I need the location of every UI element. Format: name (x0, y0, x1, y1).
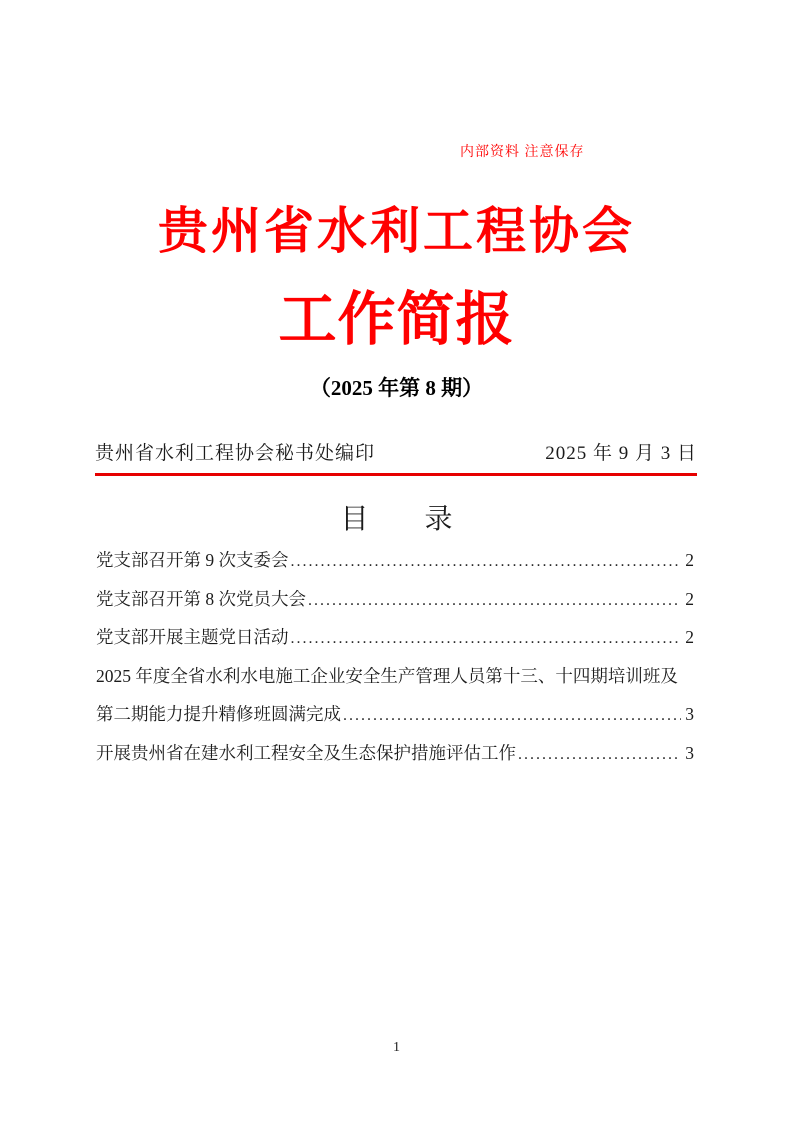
page-number: 1 (393, 1040, 400, 1055)
toc-dot-leader (291, 541, 682, 580)
toc-entry-page: 2 (685, 550, 694, 570)
toc-entry (96, 734, 694, 773)
toc-entry-page: 2 (685, 588, 694, 609)
toc-dot-leader (343, 695, 681, 734)
toc-entry (96, 541, 694, 580)
toc-entry-page: 3 (685, 704, 694, 724)
toc-entry (96, 695, 694, 734)
toc-dot-leader (308, 580, 681, 619)
publication-info-row (95, 438, 697, 476)
toc-list (96, 541, 694, 772)
publisher-label: 贵州省水利工程协会秘书处编印 (95, 443, 376, 464)
toc-entry-page: 2 (685, 627, 694, 647)
toc-dot-leader (518, 734, 681, 773)
toc-dot-leader (291, 618, 682, 657)
publish-date: 2025 年 9 月 3 日 (545, 443, 697, 464)
organization-title: 贵州省水利工程协会 (158, 203, 635, 259)
toc-entry (96, 657, 694, 696)
toc-entry-title: 党支部召开第 9 次支委会 (96, 550, 289, 570)
toc-entry-title: 党支部开展主题党日活动 (96, 627, 289, 647)
toc-heading: 目 录 (340, 504, 453, 535)
toc-entry-page: 3 (685, 742, 694, 763)
document-title: 工作简报 (278, 287, 515, 352)
issue-number: （2025 年第 8 期） (309, 376, 484, 400)
toc-entry (96, 580, 694, 619)
confidential-notice: 内部资料 注意保存 (460, 145, 585, 160)
toc-entry-title: 2025 年度全省水利水电施工企业安全生产管理人员第十三、十四期培训班及 (96, 665, 678, 686)
toc-entry-title: 开展贵州省在建水利工程安全及生态保护措施评估工作 (96, 742, 516, 763)
toc-entry-title: 党支部召开第 8 次党员大会 (96, 588, 306, 609)
toc-entry (96, 618, 694, 657)
toc-entry-title: 第二期能力提升精修班圆满完成 (96, 704, 341, 724)
